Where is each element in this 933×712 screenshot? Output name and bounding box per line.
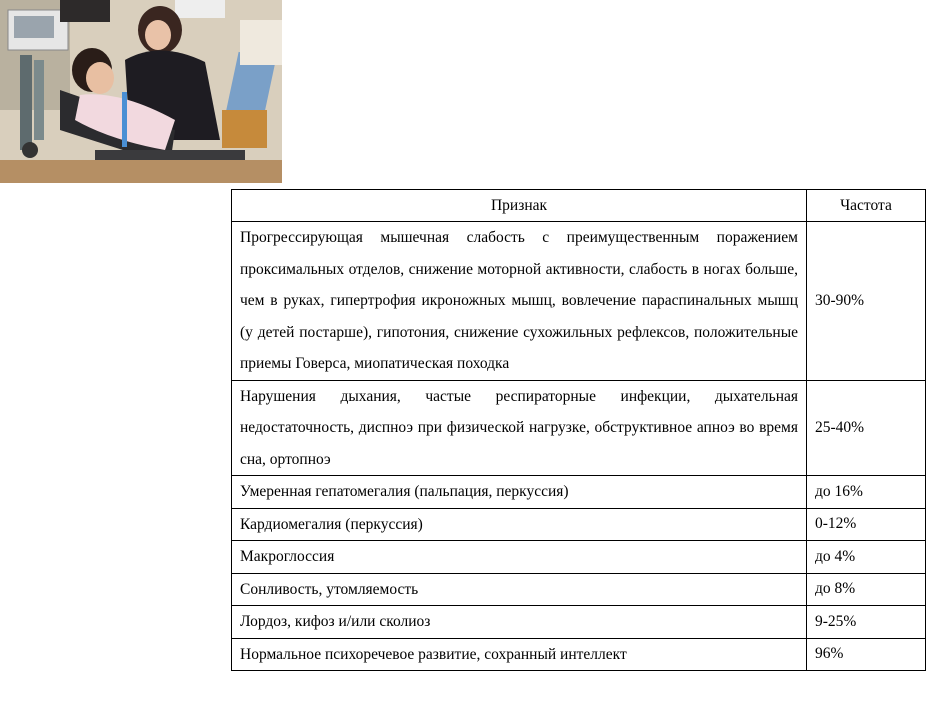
row-sign: Нормальное психоречевое развитие, сохранный интеллект [232, 638, 807, 671]
table-row [232, 606, 926, 639]
symptoms-table [231, 189, 926, 671]
table-row [232, 380, 926, 476]
row-frequency: 0-12% [807, 508, 926, 541]
row-sign: Нарушения дыхания, частые респираторные инфекции, дыхательная недостаточность, диспноэ при физической нагрузке, обструктивное апноэ во время сна, ортопноэ [232, 380, 807, 476]
row-frequency: 25-40% [807, 380, 926, 476]
row-frequency: до 16% [807, 476, 926, 509]
header-sign: Признак [232, 190, 807, 222]
row-frequency: 96% [807, 638, 926, 671]
table-row [232, 222, 926, 381]
table-row [232, 573, 926, 606]
row-sign: Макроглоссия [232, 541, 807, 574]
row-frequency: 30-90% [807, 222, 926, 381]
table-row [232, 541, 926, 574]
table-row [232, 508, 926, 541]
row-sign: Умеренная гепатомегалия (пальпация, перкуссия) [232, 476, 807, 509]
table-row [232, 476, 926, 509]
row-sign: Прогрессирующая мышечная слабость с преимущественным поражением проксимальных отделов, снижение моторной активности, слабость в ногах больше, чем в руках, гипертрофия икроножных мышц, вовлечение параспинальных мышц (у детей постарше), гипотония, снижение сухожильных рефлексов, положительные приемы Говерса, миопатическая походка [232, 222, 807, 381]
row-frequency: до 4% [807, 541, 926, 574]
table-row [232, 638, 926, 671]
row-sign: Кардиомегалия (перкуссия) [232, 508, 807, 541]
header-frequency: Частота [807, 190, 926, 222]
patient-photo [0, 0, 282, 183]
table-header-row [232, 190, 926, 222]
row-sign: Лордоз, кифоз и/или сколиоз [232, 606, 807, 639]
row-sign: Сонливость, утомляемость [232, 573, 807, 606]
row-frequency: 9-25% [807, 606, 926, 639]
row-frequency: до 8% [807, 573, 926, 606]
